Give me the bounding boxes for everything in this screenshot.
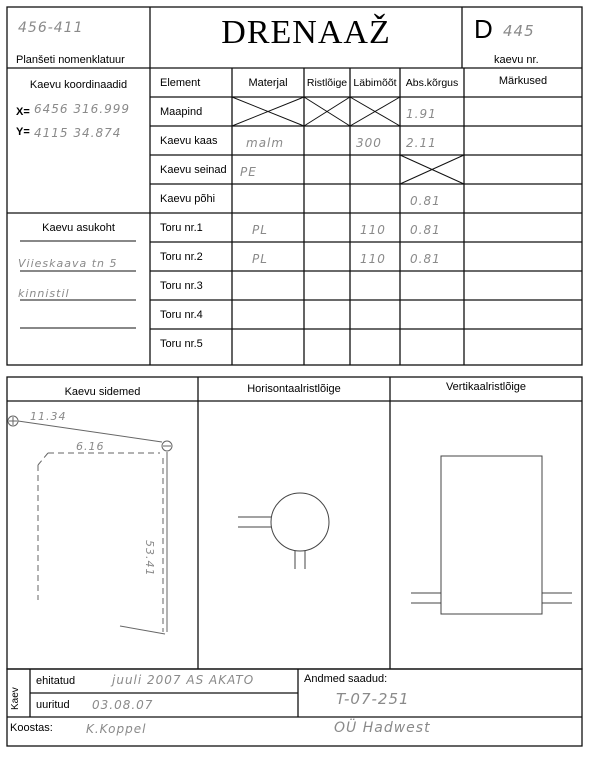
row-element: Toru nr.2 xyxy=(160,251,203,263)
tie-distance-top: 11.34 xyxy=(30,410,67,423)
company-value: OÜ Hadwest xyxy=(334,720,431,736)
x-label: X= xyxy=(16,106,30,118)
well-number: 445 xyxy=(503,22,535,40)
location-line1: Viieskaava tn 5 xyxy=(18,257,118,270)
col-header-element: Element xyxy=(160,77,201,89)
data-source-label: Andmed saadud: xyxy=(304,673,388,685)
tie-distance-middle: 6.16 xyxy=(76,440,105,453)
row-element: Toru nr.4 xyxy=(160,309,203,321)
col-header-diameter: Läbimõõt xyxy=(353,77,397,89)
surveyed-value: 03.08.07 xyxy=(92,698,154,712)
coords-title: Kaevu koordinaadid xyxy=(29,79,128,91)
row-diameter-value: 300 xyxy=(356,136,382,150)
col-header-notes: Märkused xyxy=(498,75,548,87)
horizontal-section-drawing xyxy=(238,493,329,569)
row-element: Toru nr.3 xyxy=(160,280,203,292)
location-line2: kinnistil xyxy=(18,287,70,300)
well-number-label: kaevu nr. xyxy=(494,54,539,66)
y-value: 4115 34.874 xyxy=(34,126,122,140)
row-element: Kaevu kaas xyxy=(160,135,218,147)
author-label: Koostas: xyxy=(10,722,53,734)
section-horizontal-title: Horisontaalristlõige xyxy=(247,383,341,395)
sheet-label: Planšeti nomenklatuur xyxy=(16,54,125,66)
row-height-value: 0.81 xyxy=(410,194,441,208)
tie-distance-side: 53.41 xyxy=(143,540,156,577)
vertical-section-drawing xyxy=(411,456,572,614)
row-height-value: 1.91 xyxy=(406,107,437,121)
row-material-value: PE xyxy=(240,165,257,179)
drain-prefix: D xyxy=(474,14,493,44)
row-element: Kaevu põhi xyxy=(160,193,216,205)
row-element: Kaevu seinad xyxy=(160,164,227,176)
row-height-value: 0.81 xyxy=(410,252,441,266)
y-label: Y= xyxy=(16,126,30,138)
footer-side-label: Kaev xyxy=(10,687,21,710)
row-element: Toru nr.5 xyxy=(160,338,203,350)
row-height-value: 0.81 xyxy=(410,223,441,237)
col-header-cross: Ristlõige xyxy=(306,77,348,89)
location-title: Kaevu asukoht xyxy=(42,222,115,234)
row-material-value: PL xyxy=(252,252,268,266)
page-title: DRENAAŽ xyxy=(221,14,391,51)
built-value: juuli 2007 AS AKATO xyxy=(112,673,255,687)
author-value: K.Koppel xyxy=(86,722,147,736)
col-header-material: Materjal xyxy=(248,77,288,89)
col-header-height: Abs.kõrgus xyxy=(405,77,459,89)
section-vertical-title: Vertikaalristlõige xyxy=(445,381,527,393)
row-material-value: PL xyxy=(252,223,268,237)
data-source-value: T-07-251 xyxy=(336,690,410,708)
built-label: ehitatud xyxy=(36,675,76,687)
row-material-value: malm xyxy=(246,136,285,150)
row-diameter-value: 110 xyxy=(360,252,386,266)
row-diameter-value: 110 xyxy=(360,223,386,237)
row-element: Toru nr.1 xyxy=(160,222,203,234)
row-height-value: 2.11 xyxy=(406,136,437,150)
section-ties-title: Kaevu sidemed xyxy=(64,386,141,398)
surveyed-label: uuritud xyxy=(36,699,70,711)
row-element: Maapind xyxy=(160,106,203,118)
x-value: 6456 316.999 xyxy=(34,102,130,116)
sheet-number: 456-411 xyxy=(18,20,84,36)
